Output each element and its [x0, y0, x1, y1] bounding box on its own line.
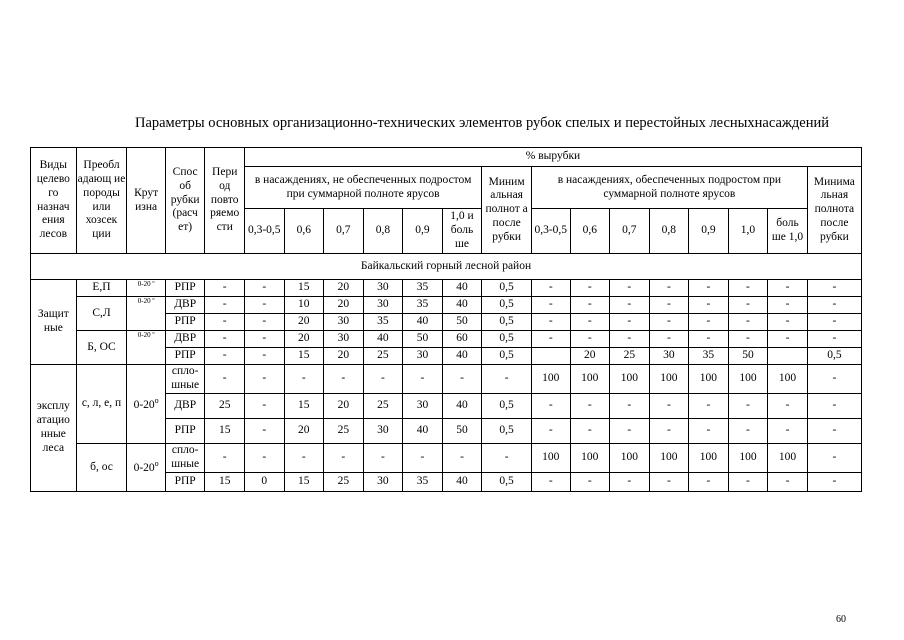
slope-cell: $0-20^о$	[127, 365, 166, 444]
value-cell: 100	[570, 365, 610, 394]
value-cell: 35	[403, 473, 443, 492]
value-cell: 100	[610, 444, 650, 473]
value-cell: 0,5	[482, 394, 532, 419]
value-cell: 0,5	[482, 331, 532, 348]
value-cell: -	[324, 444, 364, 473]
header-density-b: 0,7	[610, 209, 650, 254]
value-cell: -	[649, 394, 689, 419]
value-cell: -	[570, 394, 610, 419]
document-title: Параметры основных организационно-технических элементов рубок спелых и перестойных лесныхнасаждений	[134, 115, 830, 131]
value-cell: -	[531, 331, 570, 348]
method-cell: РПР	[165, 473, 205, 492]
header-density-a: 0,7	[324, 209, 364, 254]
header-min-density-a: Миним альная полнот а после рубки	[482, 167, 532, 254]
value-cell: 15	[284, 394, 324, 419]
method-cell: спло- шные	[165, 444, 205, 473]
header-density-a: 1,0 и боль ше	[442, 209, 482, 254]
value-cell: 40	[442, 394, 482, 419]
value-cell: -	[610, 394, 650, 419]
header-density-b: 0,6	[570, 209, 610, 254]
value-cell: 30	[363, 473, 403, 492]
value-cell: -	[768, 297, 808, 314]
species-cell: б, ос	[76, 444, 127, 492]
value-cell: -	[442, 365, 482, 394]
value-cell: -	[689, 297, 729, 314]
value-cell: -	[363, 444, 403, 473]
header-group-with-undergrowth: в насаждениях, обеспеченных подростом при суммарной полноте ярусов	[531, 167, 807, 209]
value-cell: 40	[363, 331, 403, 348]
value-cell: -	[689, 280, 729, 297]
value-cell: -	[807, 297, 861, 314]
value-cell: -	[244, 444, 284, 473]
value-cell	[531, 348, 570, 365]
value-cell: 15	[284, 473, 324, 492]
value-cell: -	[649, 280, 689, 297]
species-cell: С,Л	[76, 297, 127, 331]
value-cell: 25	[363, 348, 403, 365]
value-cell: -	[768, 419, 808, 444]
value-cell: 20	[284, 331, 324, 348]
value-cell: 20	[324, 348, 364, 365]
header-density-b: 1,0	[728, 209, 768, 254]
value-cell: -	[649, 297, 689, 314]
purpose-exploitation: эксплу атацио нные леса	[31, 365, 77, 492]
value-cell: -	[807, 331, 861, 348]
value-cell: -	[728, 331, 768, 348]
value-cell: -	[649, 314, 689, 331]
period-cell: -	[205, 365, 245, 394]
value-cell: -	[610, 314, 650, 331]
value-cell: -	[649, 331, 689, 348]
value-cell: 0,5	[482, 314, 532, 331]
header-slope: Крут изна	[127, 148, 166, 254]
header-period: Пери од повто ряемо сти	[205, 148, 245, 254]
value-cell: -	[284, 444, 324, 473]
header-method: Спос об рубки (расч ет)	[165, 148, 205, 254]
value-cell: 35	[363, 314, 403, 331]
method-cell: РПР	[165, 348, 205, 365]
value-cell: -	[244, 297, 284, 314]
value-cell: 40	[442, 348, 482, 365]
value-cell: -	[768, 314, 808, 331]
value-cell: -	[807, 473, 861, 492]
value-cell: 100	[531, 365, 570, 394]
purpose-protective: Защит ные	[31, 280, 77, 365]
page-number: 60	[836, 614, 846, 625]
value-cell: -	[531, 280, 570, 297]
period-cell: -	[205, 314, 245, 331]
method-cell: спло- шные	[165, 365, 205, 394]
value-cell: 60	[442, 331, 482, 348]
species-cell: Б, ОС	[76, 331, 127, 365]
period-cell: 15	[205, 473, 245, 492]
table-body	[31, 148, 862, 492]
value-cell: 35	[689, 348, 729, 365]
value-cell: -	[324, 365, 364, 394]
table-row	[31, 365, 862, 394]
value-cell: 50	[442, 314, 482, 331]
value-cell: -	[768, 331, 808, 348]
value-cell: -	[244, 348, 284, 365]
value-cell: -	[244, 394, 284, 419]
value-cell: 20	[324, 297, 364, 314]
value-cell: 100	[531, 444, 570, 473]
value-cell: -	[531, 314, 570, 331]
header-density-a: 0,8	[363, 209, 403, 254]
table-row	[31, 331, 862, 348]
value-cell: 40	[442, 280, 482, 297]
header-percent-cut: % вырубки	[244, 148, 861, 167]
value-cell: 15	[284, 348, 324, 365]
method-cell: ДВР	[165, 331, 205, 348]
value-cell: 0,5	[482, 419, 532, 444]
value-cell: 100	[728, 444, 768, 473]
species-cell: Е,П	[76, 280, 127, 297]
table-row	[31, 297, 862, 314]
value-cell: 100	[649, 365, 689, 394]
value-cell: -	[531, 394, 570, 419]
method-cell: РПР	[165, 280, 205, 297]
header-species: Преобл адающ ие породы или хозсек ции	[76, 148, 127, 254]
header-density-b: 0,9	[689, 209, 729, 254]
header-density-a: 0,9	[403, 209, 443, 254]
value-cell: 30	[363, 280, 403, 297]
value-cell: -	[807, 314, 861, 331]
value-cell: 50	[403, 331, 443, 348]
value-cell: 40	[442, 297, 482, 314]
header-group-without-undergrowth: в насаждениях, не обеспеченных подростом при суммарной полноте ярусов	[244, 167, 481, 209]
value-cell: 25	[324, 419, 364, 444]
value-cell: -	[728, 314, 768, 331]
value-cell: -	[807, 444, 861, 473]
header-density-b: боль ше 1,0	[768, 209, 808, 254]
value-cell: 100	[768, 365, 808, 394]
period-cell: 25	[205, 394, 245, 419]
value-cell: -	[570, 314, 610, 331]
value-cell: -	[482, 365, 532, 394]
value-cell: -	[284, 365, 324, 394]
value-cell: -	[531, 297, 570, 314]
value-cell: 20	[570, 348, 610, 365]
value-cell: -	[244, 280, 284, 297]
value-cell: -	[689, 314, 729, 331]
value-cell: -	[689, 394, 729, 419]
header-density-a: 0,6	[284, 209, 324, 254]
value-cell: 100	[570, 444, 610, 473]
value-cell: 30	[363, 419, 403, 444]
value-cell: -	[403, 365, 443, 394]
period-cell: 15	[205, 419, 245, 444]
method-cell: ДВР	[165, 297, 205, 314]
value-cell: -	[244, 314, 284, 331]
value-cell: -	[244, 331, 284, 348]
value-cell: 0,5	[482, 297, 532, 314]
slope-cell: 0-20 º	[127, 297, 166, 331]
value-cell: 20	[284, 419, 324, 444]
value-cell: 25	[363, 394, 403, 419]
value-cell: -	[689, 419, 729, 444]
value-cell: 10	[284, 297, 324, 314]
period-cell: -	[205, 280, 245, 297]
parameters-table	[30, 147, 862, 492]
value-cell: -	[768, 473, 808, 492]
value-cell: -	[768, 394, 808, 419]
value-cell: 35	[403, 297, 443, 314]
value-cell: -	[570, 331, 610, 348]
value-cell: -	[610, 297, 650, 314]
value-cell: -	[807, 394, 861, 419]
value-cell: -	[531, 473, 570, 492]
value-cell: 30	[649, 348, 689, 365]
value-cell: 100	[610, 365, 650, 394]
value-cell: 40	[403, 314, 443, 331]
value-cell: -	[482, 444, 532, 473]
value-cell: -	[728, 419, 768, 444]
value-cell: -	[649, 419, 689, 444]
value-cell: -	[728, 394, 768, 419]
value-cell: 30	[324, 331, 364, 348]
value-cell: -	[649, 473, 689, 492]
method-cell: РПР	[165, 314, 205, 331]
value-cell: -	[531, 419, 570, 444]
value-cell: 100	[689, 444, 729, 473]
header-purpose: Виды целево го назнач ения лесов	[31, 148, 77, 254]
value-cell: -	[728, 473, 768, 492]
value-cell: -	[610, 473, 650, 492]
value-cell: 100	[768, 444, 808, 473]
header-min-density-b: Минима льная полнота после рубки	[807, 167, 861, 254]
method-cell: РПР	[165, 419, 205, 444]
value-cell: 40	[403, 419, 443, 444]
value-cell: -	[363, 365, 403, 394]
value-cell	[768, 348, 808, 365]
slope-cell: 0-20 º	[127, 280, 166, 297]
species-cell: с, л, е, п	[76, 365, 127, 444]
value-cell: 30	[403, 348, 443, 365]
value-cell: -	[244, 365, 284, 394]
header-density-b: 0,8	[649, 209, 689, 254]
header-density-b: 0,3-0,5	[531, 209, 570, 254]
header-density-a: 0,3-0,5	[244, 209, 284, 254]
value-cell: -	[807, 419, 861, 444]
value-cell: -	[570, 473, 610, 492]
value-cell: -	[807, 365, 861, 394]
value-cell: 40	[442, 473, 482, 492]
value-cell: -	[768, 280, 808, 297]
value-cell: -	[807, 280, 861, 297]
value-cell: -	[570, 297, 610, 314]
value-cell: -	[610, 419, 650, 444]
value-cell: -	[403, 444, 443, 473]
value-cell: 25	[324, 473, 364, 492]
value-cell: 25	[610, 348, 650, 365]
value-cell: 0,5	[482, 473, 532, 492]
value-cell: 50	[442, 419, 482, 444]
value-cell: 0	[244, 473, 284, 492]
slope-cell: $0-20^о$	[127, 444, 166, 492]
table-row	[31, 280, 862, 297]
value-cell: 0,5	[482, 348, 532, 365]
value-cell: 20	[324, 280, 364, 297]
period-cell: -	[205, 297, 245, 314]
value-cell: 100	[689, 365, 729, 394]
value-cell: 15	[284, 280, 324, 297]
table-row	[31, 444, 862, 473]
period-cell: -	[205, 348, 245, 365]
value-cell: -	[689, 473, 729, 492]
value-cell: -	[570, 280, 610, 297]
value-cell: 50	[728, 348, 768, 365]
period-cell: -	[205, 331, 245, 348]
value-cell: 35	[403, 280, 443, 297]
value-cell: -	[610, 280, 650, 297]
value-cell: -	[442, 444, 482, 473]
value-cell: -	[689, 331, 729, 348]
value-cell: -	[244, 419, 284, 444]
value-cell: 30	[403, 394, 443, 419]
value-cell: 20	[324, 394, 364, 419]
slope-cell: 0-20 º	[127, 331, 166, 365]
period-cell: -	[205, 444, 245, 473]
value-cell: -	[570, 419, 610, 444]
region-row: Байкальский горный лесной район	[31, 254, 862, 280]
value-cell: 0,5	[482, 280, 532, 297]
value-cell: 30	[363, 297, 403, 314]
value-cell: -	[610, 331, 650, 348]
value-cell: 30	[324, 314, 364, 331]
value-cell: -	[728, 297, 768, 314]
method-cell: ДВР	[165, 394, 205, 419]
value-cell: 100	[649, 444, 689, 473]
value-cell: 0,5	[807, 348, 861, 365]
value-cell: 20	[284, 314, 324, 331]
value-cell: -	[728, 280, 768, 297]
value-cell: 100	[728, 365, 768, 394]
